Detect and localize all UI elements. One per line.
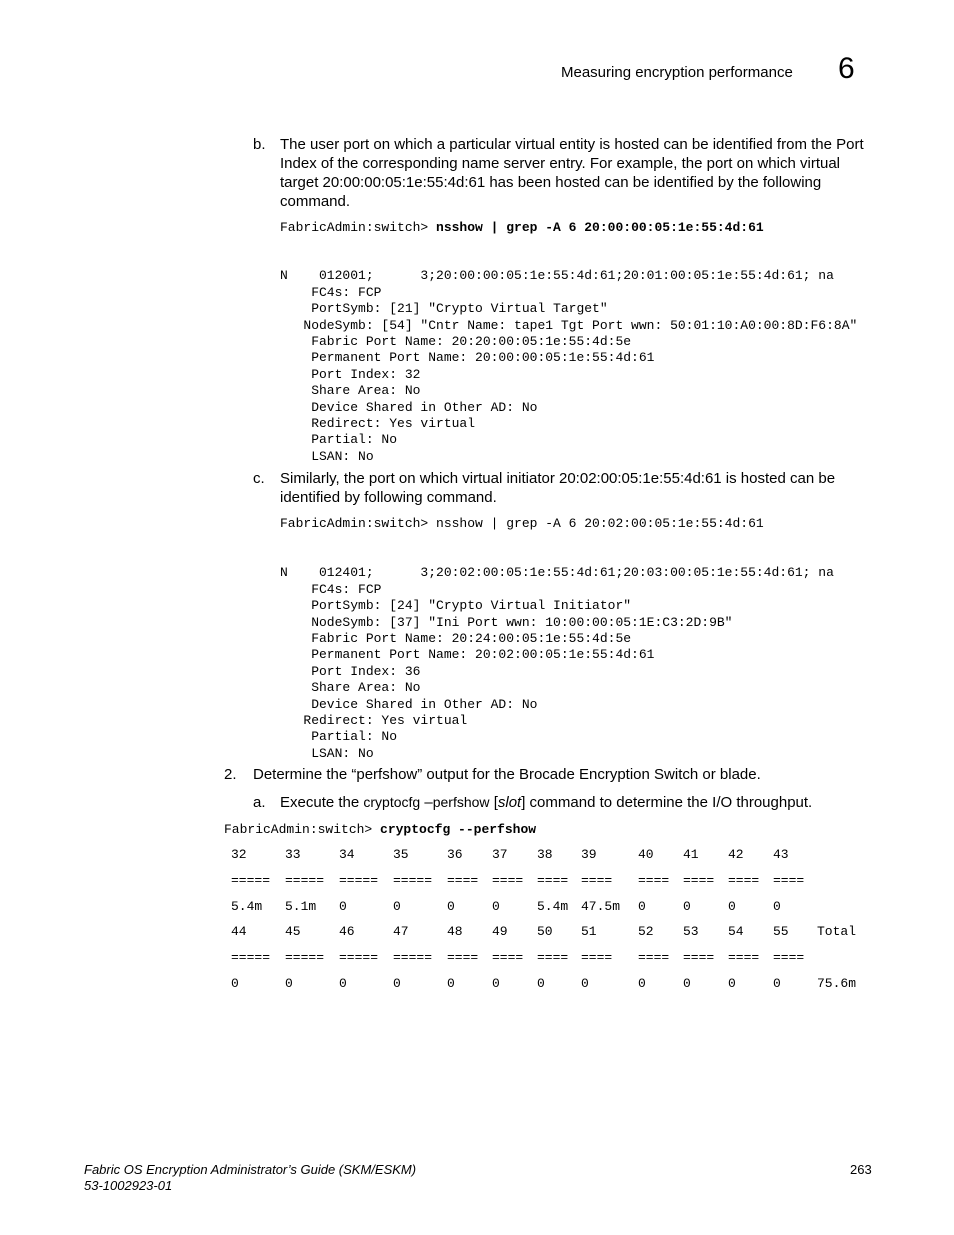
- output-line: Permanent Port Name: 20:00:00:05:1e:55:4d:61: [280, 350, 655, 366]
- open-bracket: [: [489, 794, 498, 811]
- table-cell: 41: [683, 847, 699, 862]
- table-cell: =====: [339, 873, 379, 888]
- step-2-marker: 2.: [224, 766, 237, 783]
- table-cell: ====: [773, 950, 805, 965]
- step-2-text: Determine the “perfshow” output for the Brocade Encryption Switch or blade.: [253, 766, 761, 783]
- table-cell: 46: [339, 924, 355, 939]
- table-cell: 0: [638, 899, 646, 914]
- table-cell: 0: [447, 899, 455, 914]
- table-cell: 0: [492, 976, 500, 991]
- table-cell: ====: [581, 950, 613, 965]
- output-line: NodeSymb: [54] "Cntr Name: tape1 Tgt Port wwn: 50:01:10:A0:00:8D:F6:8A": [280, 317, 858, 333]
- table-cell: ====: [728, 873, 760, 888]
- table-cell: 32: [231, 847, 247, 862]
- page-number: 263: [850, 1162, 872, 1177]
- step-2a-marker: a.: [253, 794, 266, 811]
- table-cell: 48: [447, 924, 463, 939]
- table-cell: ====: [581, 873, 613, 888]
- output-line: Partial: No: [280, 432, 398, 448]
- table-cell: ====: [773, 873, 805, 888]
- step-b-text: The user port on which a particular virtual entity is hosted can be identified from the Port Index of the corresponding name server entry. For example, the port on which virtual target 20:00:00:05:1e:55:4d:61 has been hosted can be identified by the following command.: [280, 136, 864, 210]
- table-cell: 0: [393, 899, 401, 914]
- command-text: cryptocfg --perfshow: [380, 822, 537, 837]
- table-cell: ====: [683, 950, 715, 965]
- footer-doc-title: Fabric OS Encryption Administrator’s Guide (SKM/ESKM): [84, 1162, 417, 1177]
- table-cell: 47: [393, 924, 409, 939]
- table-cell: =====: [231, 873, 271, 888]
- table-cell: 33: [285, 847, 301, 862]
- table-cell: 0: [773, 976, 781, 991]
- output-line: PortSymb: [21] "Crypto Virtual Target": [280, 301, 608, 317]
- table-cell: 0: [285, 976, 293, 991]
- output-line: PortSymb: [24] "Crypto Virtual Initiator": [280, 598, 632, 614]
- dash: –: [420, 794, 433, 811]
- output-line: N 012001; 3;20:00:00:05:1e:55:4d:61;20:01:00:05:1e:55:4d:61; na: [280, 268, 834, 284]
- table-cell: ====: [447, 873, 479, 888]
- output-line: Fabric Port Name: 20:24:00:05:1e:55:4d:5e: [280, 631, 632, 647]
- output-line: Redirect: Yes virtual: [280, 713, 468, 729]
- command-prompt: FabricAdmin:switch>: [224, 822, 381, 837]
- table-cell: ====: [638, 873, 670, 888]
- output-line: Device Shared in Other AD: No: [280, 696, 538, 712]
- table-cell: 5.4m: [537, 899, 569, 914]
- table-cell: 0: [339, 976, 347, 991]
- step-2a-suffix: ] command to determine the I/O throughput.: [521, 794, 813, 811]
- command-prompt: FabricAdmin:switch>: [280, 220, 437, 235]
- table-cell: ====: [638, 950, 670, 965]
- table-cell: 55: [773, 924, 789, 939]
- table-cell: 54: [728, 924, 744, 939]
- table-cell: ====: [683, 873, 715, 888]
- table-cell: Total: [817, 924, 857, 939]
- table-cell: 45: [285, 924, 301, 939]
- table-cell: 43: [773, 847, 789, 862]
- table-cell: 0: [447, 976, 455, 991]
- table-cell: 40: [638, 847, 654, 862]
- table-cell: 42: [728, 847, 744, 862]
- table-cell: 0: [683, 899, 691, 914]
- output-line: Share Area: No: [280, 383, 421, 399]
- table-cell: 0: [537, 976, 545, 991]
- table-cell: 0: [728, 899, 736, 914]
- output-line: Device Shared in Other AD: No: [280, 399, 538, 415]
- output-line: N 012401; 3;20:02:00:05:1e:55:4d:61;20:03:00:05:1e:55:4d:61; na: [280, 565, 834, 581]
- table-cell: 0: [581, 976, 589, 991]
- step-c-command-line: FabricAdmin:switch> nsshow | grep -A 6 20:02:00:05:1e:55:4d:61: [280, 516, 764, 531]
- table-cell: 0: [231, 976, 239, 991]
- table-cell: =====: [285, 873, 325, 888]
- perfshow-keyword: perfshow: [432, 794, 490, 810]
- table-cell: 47.5m: [581, 899, 621, 914]
- output-line: LSAN: No: [280, 448, 374, 464]
- table-cell: ====: [537, 873, 569, 888]
- table-cell: 0: [773, 899, 781, 914]
- footer-doc-number: 53-1002923-01: [84, 1178, 173, 1193]
- table-cell: ====: [447, 950, 479, 965]
- running-header-title: Measuring encryption performance: [561, 64, 793, 81]
- step-b-marker: b.: [253, 136, 266, 153]
- output-line: Permanent Port Name: 20:02:00:05:1e:55:4d:61: [280, 647, 655, 663]
- table-cell: 0: [339, 899, 347, 914]
- slot-argument: slot: [497, 794, 522, 811]
- step-2a-prefix: Execute the: [280, 794, 364, 811]
- table-cell: 37: [492, 847, 508, 862]
- table-cell: 36: [447, 847, 463, 862]
- table-cell: ====: [492, 950, 524, 965]
- table-cell: 38: [537, 847, 553, 862]
- table-cell: 0: [638, 976, 646, 991]
- table-cell: =====: [231, 950, 271, 965]
- table-cell: 5.1m: [285, 899, 317, 914]
- output-line: FC4s: FCP: [280, 581, 382, 597]
- table-cell: 49: [492, 924, 508, 939]
- output-line: Port Index: 32: [280, 366, 421, 382]
- table-cell: 0: [492, 899, 500, 914]
- output-line: Share Area: No: [280, 680, 421, 696]
- table-cell: 5.4m: [231, 899, 263, 914]
- table-cell: 52: [638, 924, 654, 939]
- output-line: Partial: No: [280, 729, 398, 745]
- output-line: Fabric Port Name: 20:20:00:05:1e:55:4d:5e: [280, 334, 632, 350]
- table-cell: 34: [339, 847, 355, 862]
- footer-doc-info: [84, 1162, 416, 1194]
- step-c-text: Similarly, the port on which virtual initiator 20:02:00:05:1e:55:4d:61 is hosted can be identified by following command.: [280, 470, 836, 506]
- table-cell: ====: [537, 950, 569, 965]
- chapter-number: 6: [838, 52, 855, 85]
- table-cell: 53: [683, 924, 699, 939]
- cryptocfg-keyword: cryptocfg: [363, 794, 421, 810]
- table-cell: ====: [492, 873, 524, 888]
- table-cell: 0: [393, 976, 401, 991]
- output-line: FC4s: FCP: [280, 284, 382, 300]
- command-text: nsshow | grep -A 6 20:00:00:05:1e:55:4d:61: [436, 220, 764, 235]
- table-cell: ====: [728, 950, 760, 965]
- output-line: LSAN: No: [280, 745, 374, 761]
- table-cell: =====: [285, 950, 325, 965]
- table-cell: 50: [537, 924, 553, 939]
- table-cell: 35: [393, 847, 409, 862]
- output-line: NodeSymb: [37] "Ini Port wwn: 10:00:00:05:1E:C3:2D:9B": [280, 614, 733, 630]
- table-cell: =====: [393, 950, 433, 965]
- table-cell: 39: [581, 847, 597, 862]
- table-cell: 0: [728, 976, 736, 991]
- table-cell: =====: [339, 950, 379, 965]
- table-cell: 51: [581, 924, 597, 939]
- step-c-marker: c.: [253, 470, 265, 487]
- table-cell: =====: [393, 873, 433, 888]
- table-cell: 75.6m: [817, 976, 857, 991]
- table-cell: 0: [683, 976, 691, 991]
- table-cell: 44: [231, 924, 247, 939]
- output-line: Redirect: Yes virtual: [280, 416, 476, 432]
- output-line: Port Index: 36: [280, 663, 421, 679]
